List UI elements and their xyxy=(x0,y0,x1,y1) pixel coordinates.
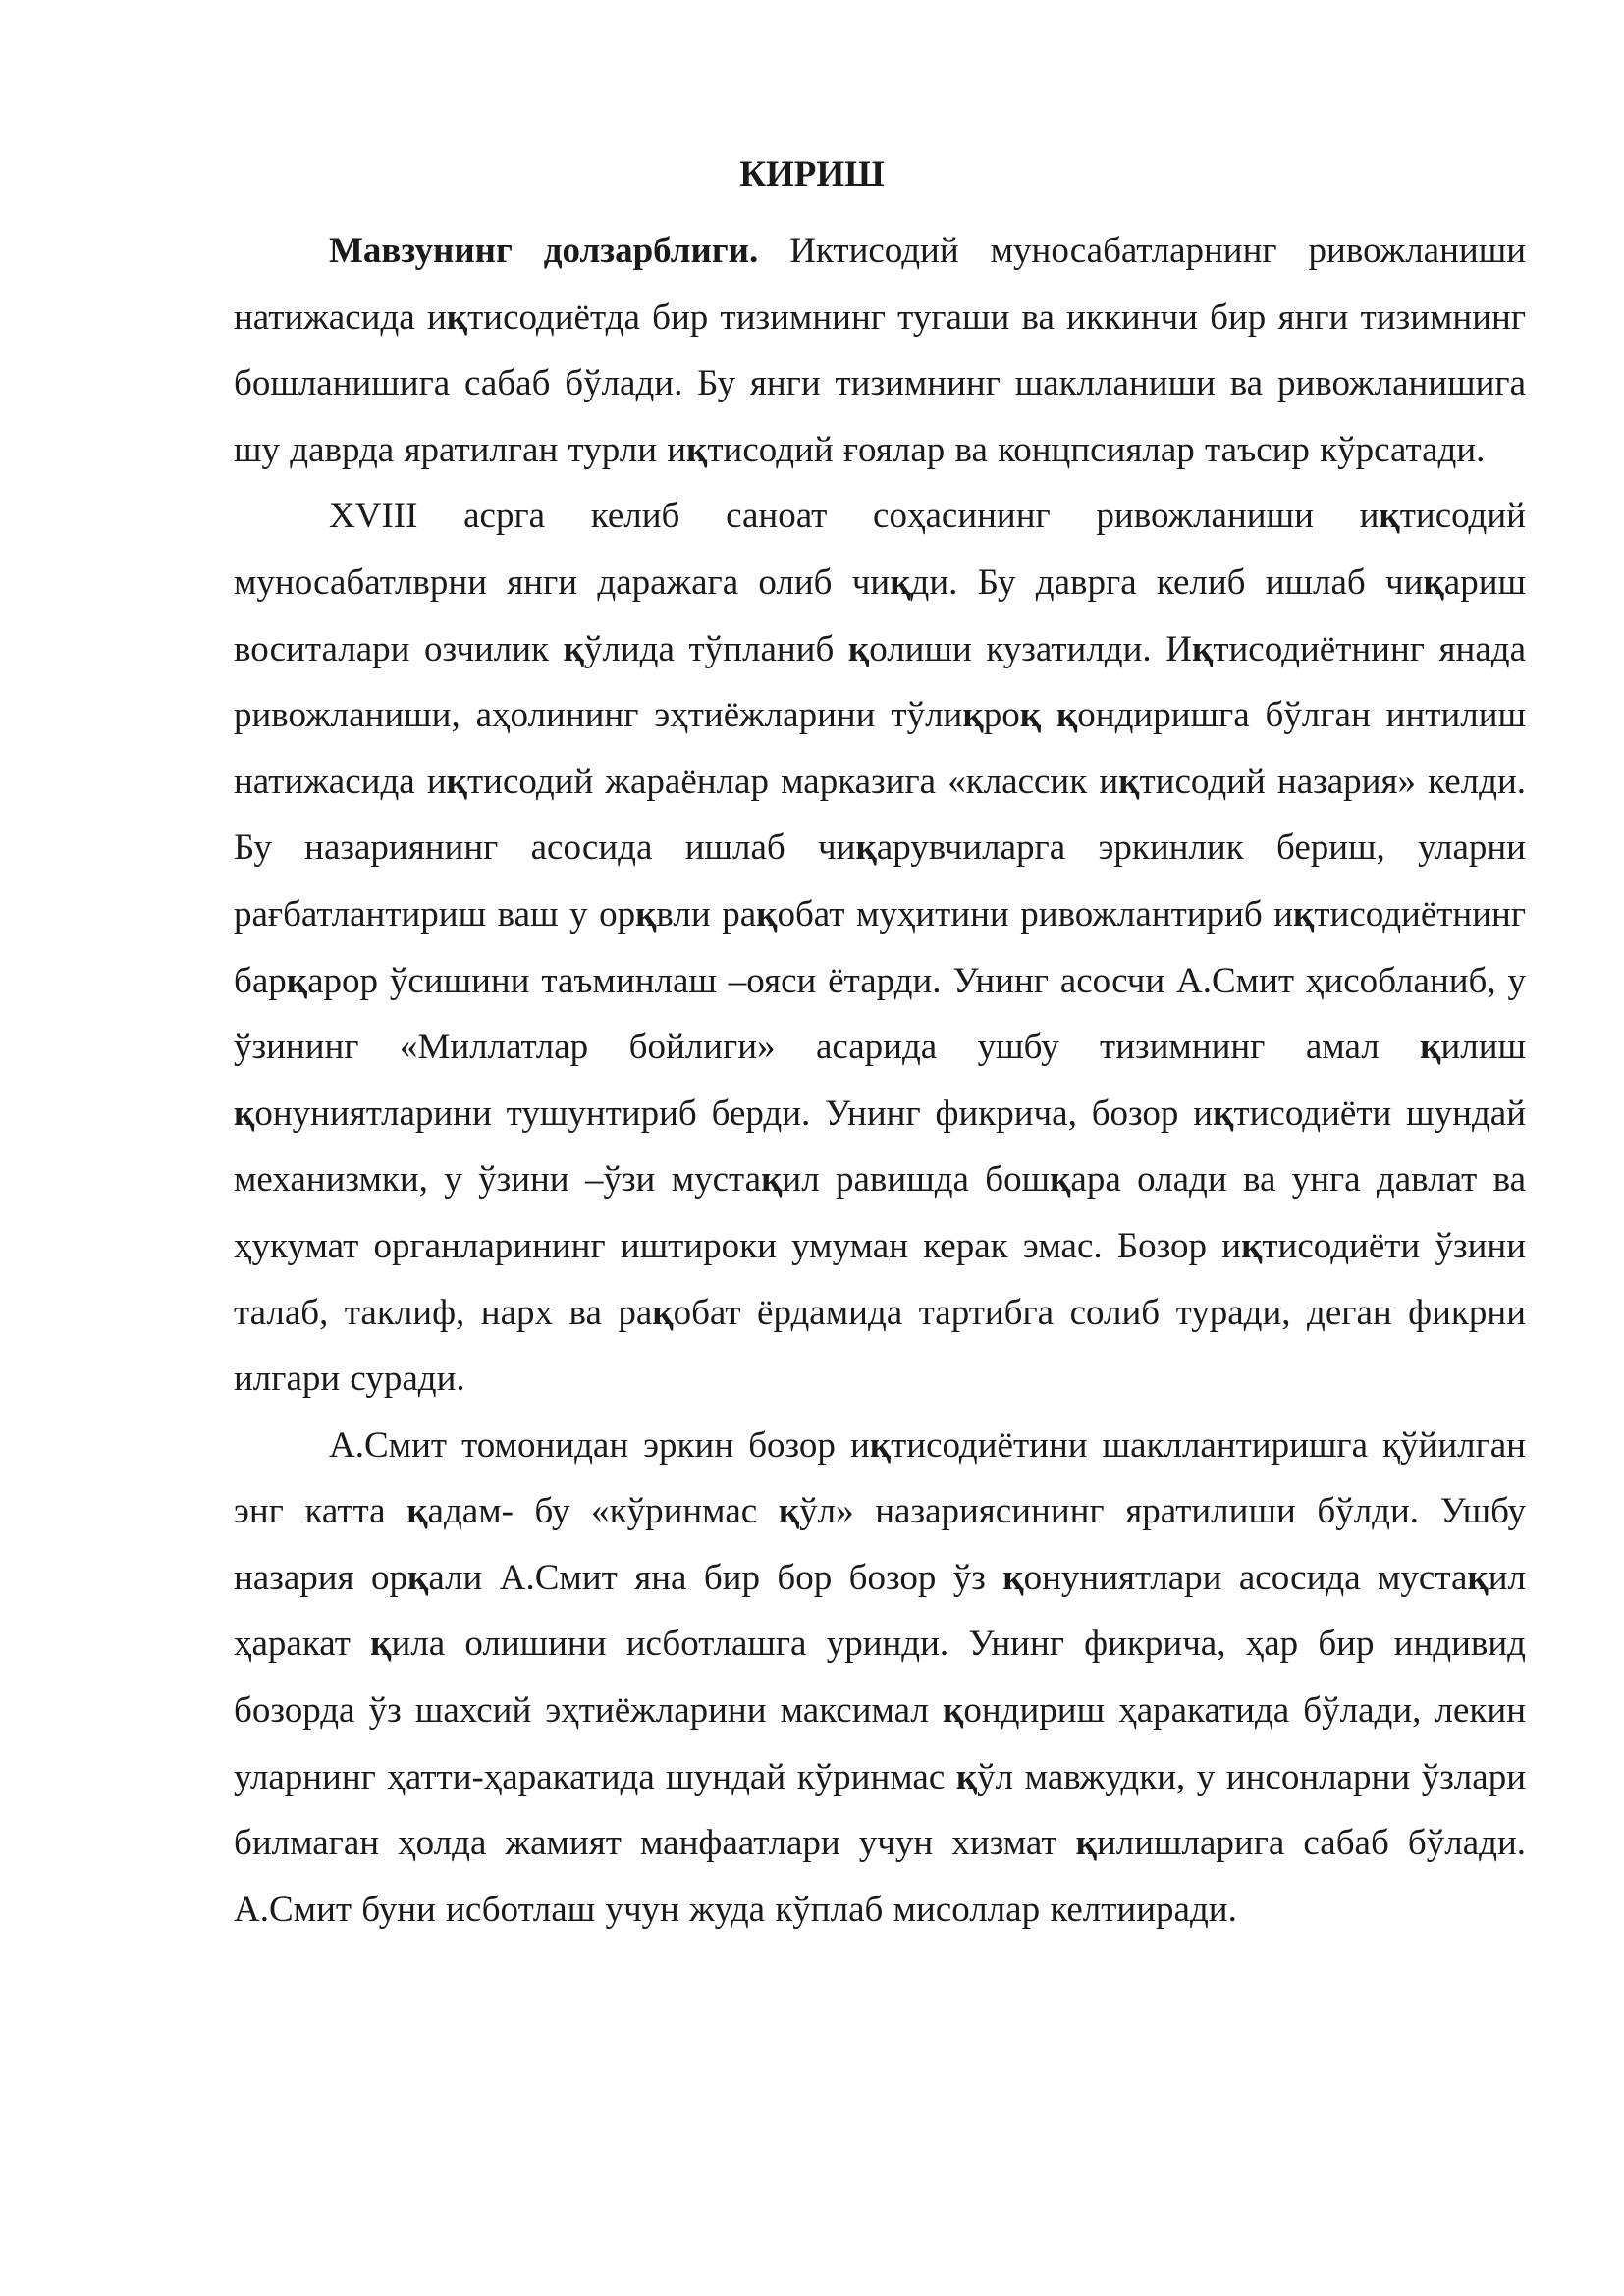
bold-letter: қ xyxy=(407,1557,429,1598)
text-run: ди. Бу даврга келиб ишлаб чи xyxy=(910,561,1424,603)
text-run: онуниятларини тушунтириб берди. Унинг фикрича, бозор и xyxy=(254,1093,1214,1134)
bold-letter: қ xyxy=(855,828,877,869)
bold-letter: қ xyxy=(652,1292,674,1333)
bold-letter: қ xyxy=(962,695,984,736)
bold-letter: қ xyxy=(1423,561,1444,603)
text-run: тисодий муносабатлврни янги даражага олиб чи xyxy=(234,496,1526,603)
bold-letter: қ xyxy=(1213,1093,1234,1134)
text-run: ондириш ҳаракатида бўлади, лекин уларнинг ҳатти-ҳаракатида шундай кўринмас xyxy=(234,1690,1526,1797)
text-run: XVIII асрга келиб саноат соҳасининг ривожланиши и xyxy=(329,496,1380,537)
bold-letter: қ xyxy=(1019,695,1042,736)
bold-letter: қ xyxy=(234,1093,255,1134)
section-lead-heading: Мавзунинг долзарблиги. xyxy=(329,231,759,271)
bold-letter: қ xyxy=(890,561,911,603)
text-run: тисодиётнинг бар xyxy=(234,893,1526,1001)
paragraph-invisible-hand xyxy=(234,1413,1526,1944)
bold-letter: қ xyxy=(1241,1225,1263,1266)
bold-letter: қ xyxy=(686,429,708,470)
bold-letter: қ xyxy=(869,1424,892,1466)
paragraph-relevance xyxy=(234,218,1526,483)
bold-letter: қ xyxy=(286,960,308,1001)
bold-letter: қ xyxy=(761,1159,783,1201)
text-run: ўл» назариясининг яратилиши бўлди. Ушбу назария ор xyxy=(234,1491,1527,1598)
bold-letter: қ xyxy=(778,1491,800,1532)
text-run: илишларига сабаб бўлади. А.Смит буни исботлаш учун жуда кўплаб мисоллар келтииради. xyxy=(234,1823,1526,1930)
text-run: ро xyxy=(983,695,1020,736)
text-run: Иктисодий муносабатларнинг ривожланиши натижасида и xyxy=(234,231,1526,338)
page-title: КИРИШ xyxy=(739,154,885,194)
text-run: тисодиёти ўзини талаб, таклиф, нарх ва ра xyxy=(234,1225,1526,1333)
bold-letter: қ xyxy=(406,1491,428,1532)
text-run xyxy=(1041,695,1056,735)
text-run: ўлида тўпланиб xyxy=(583,628,848,669)
bold-letter: қ xyxy=(943,1690,964,1732)
text-run: ара олади ва унга давлат ва ҳукумат органларининг иштироки умуман керак эмас. Бозор и xyxy=(234,1159,1527,1266)
text-run: тисодиётини шакллантиришга қўйилган энг катта xyxy=(234,1424,1526,1532)
body-text xyxy=(234,218,1526,1943)
text-run: тисодиётда бир тизимнинг тугаши ва иккинчи бир янги тизимнинг бошланишига сабаб бўлади. Бу янги тизимнинг шаклланиши ва ривожланишига шу даврда яратилган турли и xyxy=(234,296,1526,470)
bold-letter: қ xyxy=(756,893,778,934)
bold-letter: қ xyxy=(1118,761,1140,802)
text-run: ариш воситалари озчилик xyxy=(234,561,1526,669)
bold-letter: қ xyxy=(955,1756,978,1797)
text-run: тисодий жараёнлар марказига «классик и xyxy=(467,761,1119,802)
bold-letter: қ xyxy=(1191,628,1214,669)
text-run: ил ҳаракат xyxy=(234,1557,1526,1665)
text-run: обат муҳитини ривожлантириб и xyxy=(777,893,1294,934)
text-run: адам- бу «кўринмас xyxy=(427,1491,779,1532)
paragraph-eighteenth-century xyxy=(234,483,1526,1412)
text-run: тисодий ғоялар ва концпсиялар таъсир кўрсатади. xyxy=(707,429,1486,470)
bold-letter: қ xyxy=(370,1624,392,1665)
text-run: тисодиётнинг янада ривожланиши, аҳолининг эҳтиёжларини тўли xyxy=(234,628,1526,736)
text-run: арор ўсишини таъминлаш –ояси ётарди. Унинг асосчи А.Смит ҳисобланиб, у ўзининг «Миллатлар бойлиги» асарида ушбу тизимнинг амал xyxy=(234,960,1526,1068)
bold-letter: қ xyxy=(1056,695,1078,736)
text-run: ила олишини исботлашга уринди. Унинг фикрича, ҳар бир индивид бозорда ўз шахсий эҳтиёжларини максимал xyxy=(234,1624,1526,1732)
bold-letter: қ xyxy=(446,296,468,338)
bold-letter: қ xyxy=(446,761,467,802)
text-run: тисодиёти шундай механизмки, у ўзини –ўзи муста xyxy=(234,1093,1526,1201)
text-run: арувчиларга эркинлик бериш, уларни рағбатлантириш ваш у ор xyxy=(234,828,1526,934)
bold-letter: қ xyxy=(1002,1557,1024,1598)
text-run: обат ёрдамида тартибга солиб туради, деган фикрни илгари суради. xyxy=(234,1292,1526,1400)
bold-letter: қ xyxy=(1050,1159,1071,1201)
text-run: илиш xyxy=(1440,1027,1526,1068)
bold-letter: қ xyxy=(1467,1557,1489,1598)
text-run: тисодий назария» келди. Бу назариянинг асосида ишлаб чи xyxy=(234,761,1526,869)
bold-letter: қ xyxy=(563,628,584,669)
text-run: ондиришга бўлган интилиш натижасида и xyxy=(234,695,1527,802)
text-run: А.Смит томонидан эркин бозор и xyxy=(329,1424,870,1466)
text-run: али А.Смит яна бир бор бозор ўз xyxy=(428,1557,1003,1598)
text-run: онуниятлари асосида муста xyxy=(1023,1557,1468,1598)
text-run: ил равишда бош xyxy=(782,1159,1051,1201)
bold-letter: қ xyxy=(847,628,870,669)
bold-letter: қ xyxy=(1420,1027,1441,1068)
text-run: вли ра xyxy=(656,893,757,934)
bold-letter: қ xyxy=(1379,496,1400,537)
bold-letter: қ xyxy=(1075,1823,1097,1864)
bold-letter: қ xyxy=(1293,893,1315,934)
text-run: олиши кузатилди. И xyxy=(869,628,1192,669)
text-run: ўл мавжудки, у инсонларни ўзлари билмаган ҳолда жамият манфаатлари учун хизмат xyxy=(234,1756,1526,1864)
bold-letter: қ xyxy=(635,893,657,934)
